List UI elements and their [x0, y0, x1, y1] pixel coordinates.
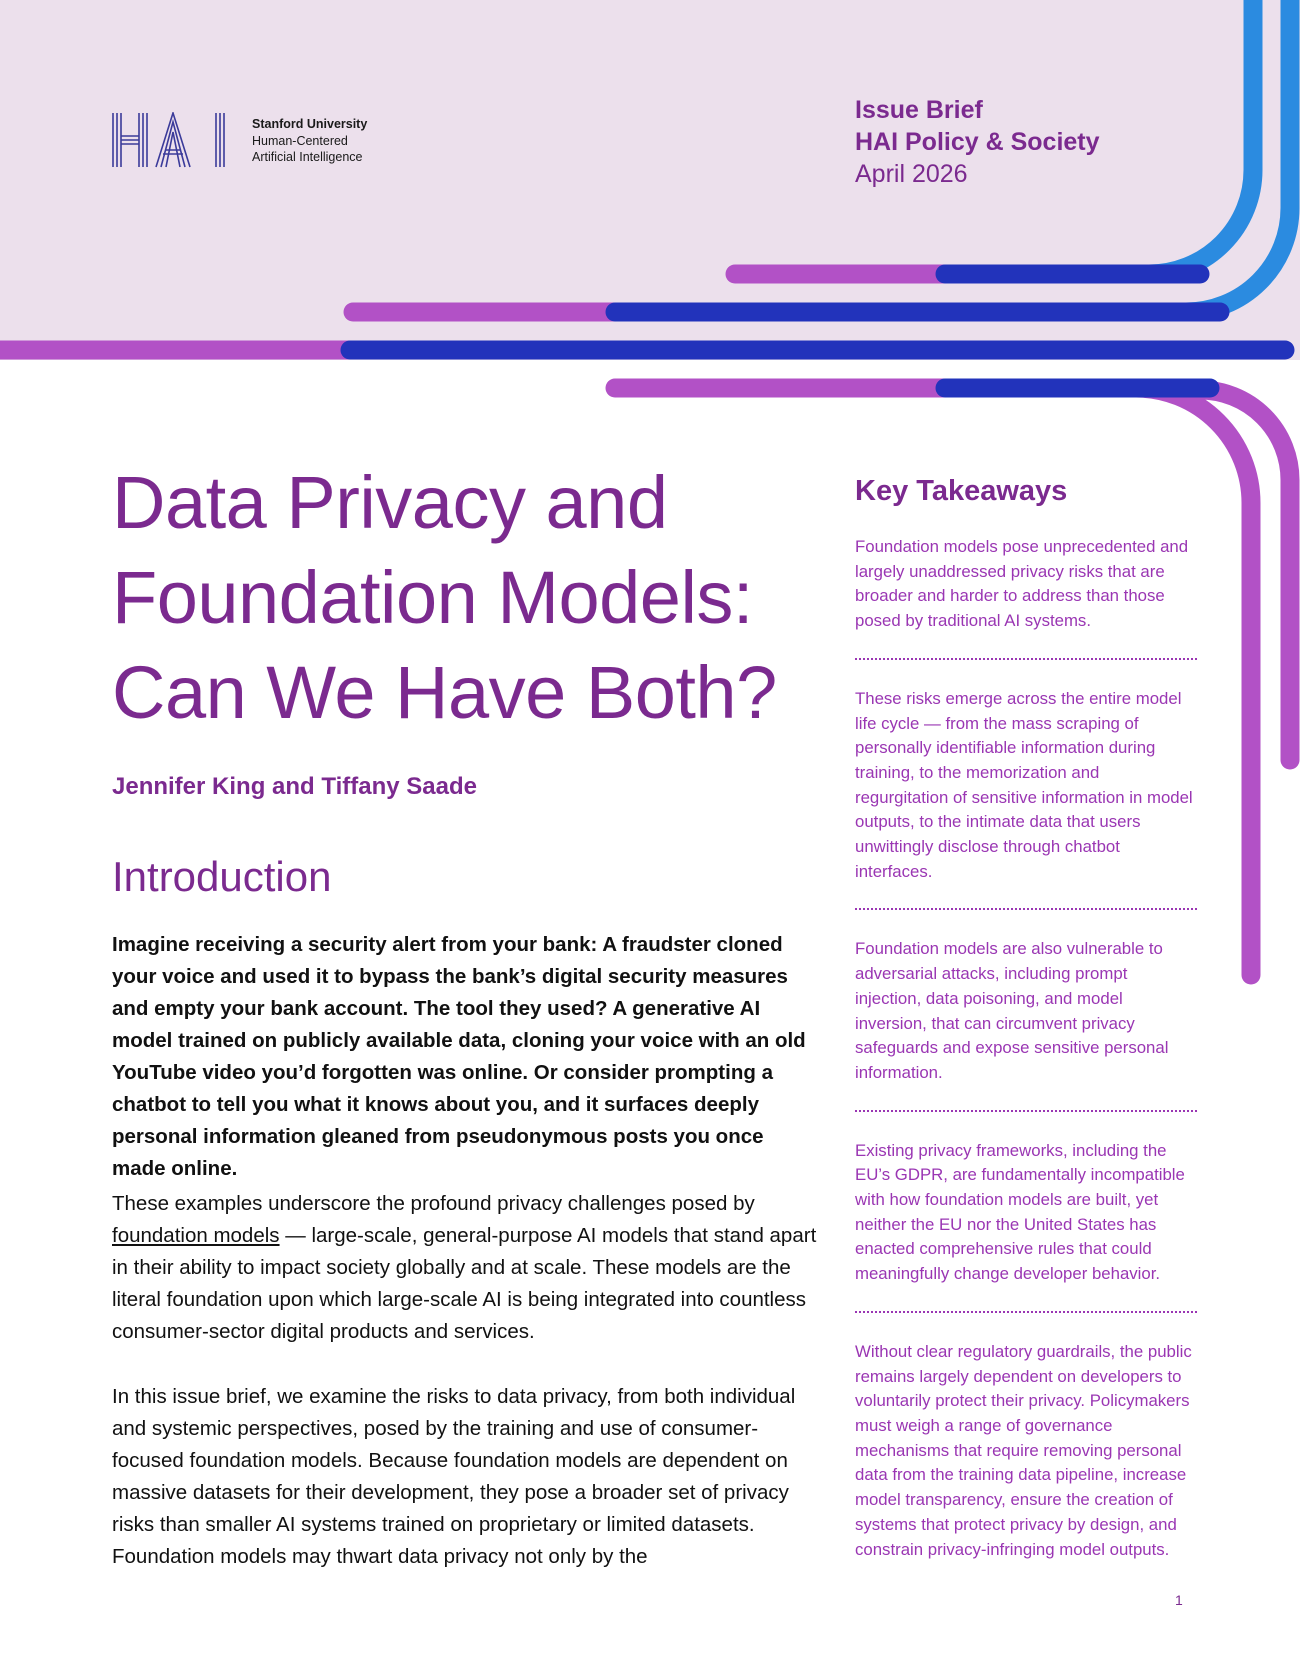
logo-line3: Artificial Intelligence — [252, 150, 363, 164]
logo-line2: Human-Centered — [252, 133, 348, 148]
key-takeaway-4: Existing privacy frameworks, including the EU’s GDPR, are fundamentally incompatible with how foundation models are built, yet neither the EU nor the United States has enacted comprehensive rules that could meaningfully change developer behavior. — [855, 1139, 1197, 1313]
title-line-1: Data Privacy and — [112, 461, 668, 544]
issue-series: HAI Policy & Society — [855, 128, 1100, 156]
section-heading-introduction: Introduction — [112, 853, 332, 900]
page-number: 1 — [1175, 1592, 1183, 1608]
issue-type: Issue Brief — [855, 96, 983, 124]
para1-text-before: These examples underscore the profound privacy challenges posed by — [112, 1192, 755, 1215]
body-paragraph-2: In this issue brief, we examine the risks to data privacy, from both individual and systemic perspectives, posed by the training and use of consumer-focused foundation models. Because foundation models are dependent on massive datasets for their development, they pose a broader set of privacy risks than smaller AI systems trained on proprietary or limited datasets. Foundation models may thwart data privacy not only by the — [112, 1385, 796, 1568]
logo-text — [252, 116, 367, 166]
key-takeaways-list — [855, 535, 1197, 1562]
key-takeaway-2: These risks emerge across the entire model life cycle — from the mass scraping of personally identifiable information during training, to the memorization and regurgitation of sensitive information in model outputs, to the intimate data that users unwittingly disclose through chatbot interfaces. — [855, 687, 1197, 911]
hai-logo — [112, 112, 392, 172]
key-takeaways-heading: Key Takeaways — [855, 475, 1068, 507]
para1-text-after: — large-scale, general-purpose AI models that stand apart in their ability to impact society globally and at scale. These models are the literal foundation upon which large-scale AI is being integrated into countless consumer-sector digital products and services. — [112, 1224, 817, 1343]
issue-info — [855, 94, 1100, 190]
key-takeaway-1: Foundation models pose unprecedented and largely unaddressed privacy risks that are broader and harder to address than those posed by traditional AI systems. — [855, 535, 1197, 660]
key-takeaway-3: Foundation models are also vulnerable to adversarial attacks, including prompt injection, data poisoning, and model inversion, that can circumvent privacy safeguards and expose sensitive personal information. — [855, 937, 1197, 1111]
title-line-2: Foundation Models: — [112, 556, 753, 639]
logo-university: Stanford University — [252, 117, 368, 131]
page-title — [112, 455, 832, 740]
authors: Jennifer King and Tiffany Saade — [112, 773, 477, 800]
body-paragraph-1 — [112, 1188, 822, 1348]
title-line-3: Can We Have Both? — [112, 651, 777, 734]
lead-paragraph: Imagine receiving a security alert from your bank: A fraudster cloned your voice and used it to bypass the bank’s digital security measures and empty your bank account. The tool they used? A generative AI model trained on publicly available data, cloning your voice with an old YouTube video you’d forgotten was online. Or consider prompting a chatbot to tell you what it knows about you, and it surfaces deeply personal information gleaned from pseudonymous posts you once made online. — [112, 933, 806, 1180]
key-takeaway-5: Without clear regulatory guardrails, the public remains largely dependent on developers to voluntarily protect their privacy. Policymakers must weigh a range of governance mechanisms that require removing personal data from the training data pipeline, increase model transparency, ensure the creation of systems that protect privacy by design, and constrain privacy-infringing model outputs. — [855, 1341, 1192, 1559]
hai-logo-mark — [112, 112, 238, 168]
deco-line-magenta-5 — [1200, 390, 1290, 760]
issue-date: April 2026 — [855, 160, 968, 188]
header-background — [0, 0, 1300, 360]
foundation-models-link[interactable]: foundation models — [112, 1224, 280, 1247]
